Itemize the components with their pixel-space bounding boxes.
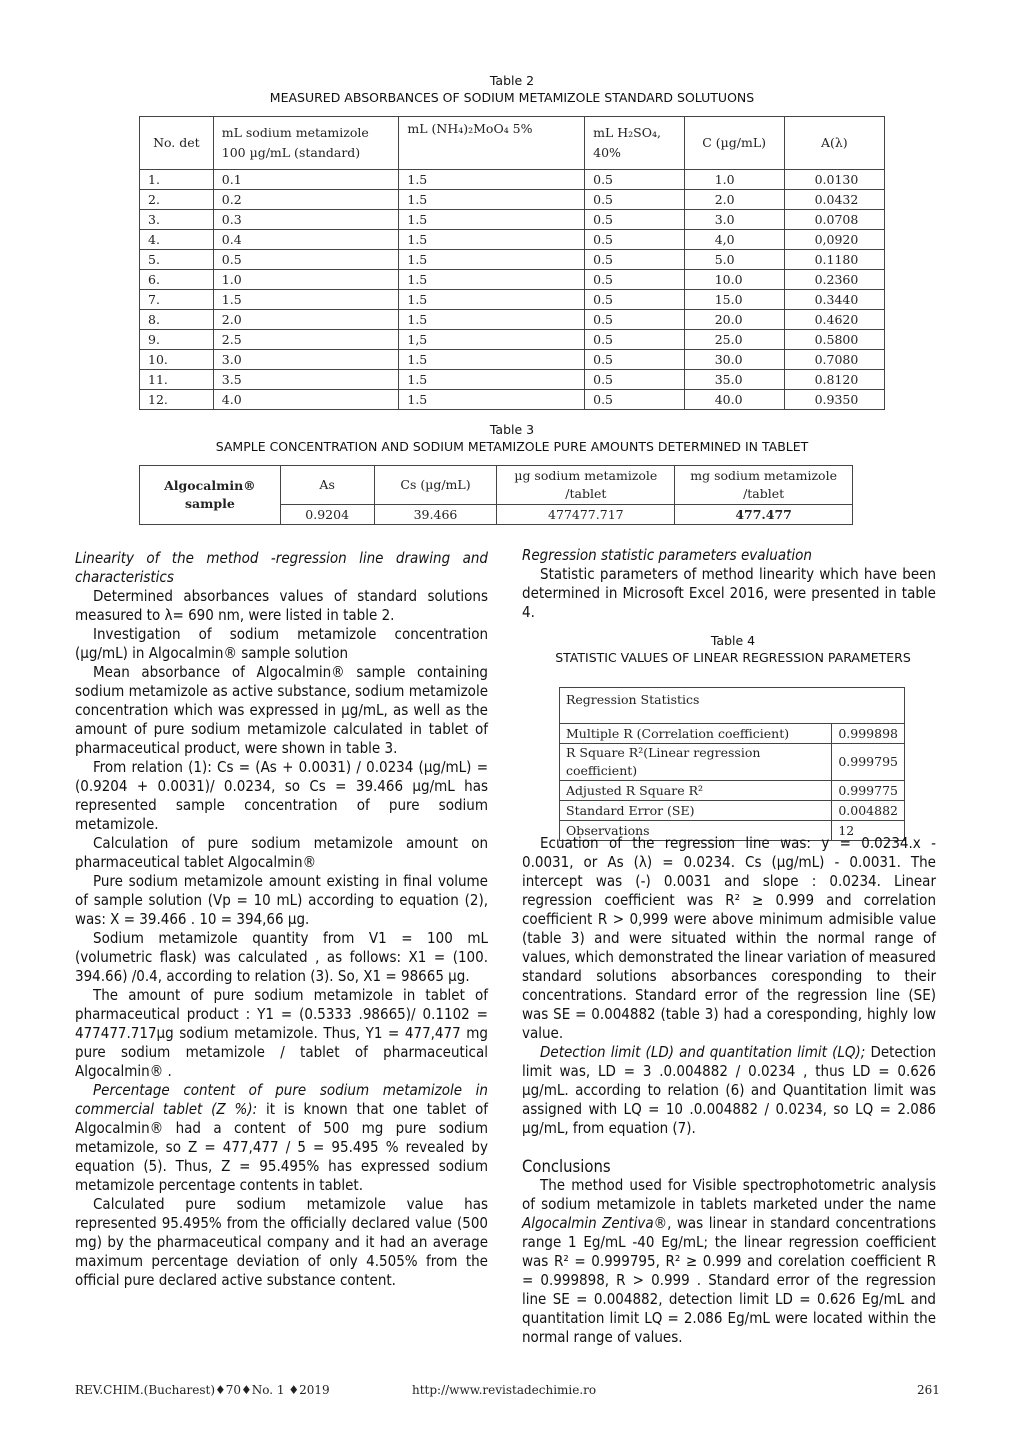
table3-cell: 477477.717 [497, 505, 675, 525]
table2-header: mL H₂SO₄, 40% [585, 117, 685, 170]
table2-cell: 1.5 [399, 250, 585, 270]
table2-row [140, 290, 885, 310]
table2-cell: 0.3 [213, 210, 399, 230]
table2-cell: 1.5 [399, 190, 585, 210]
table2-cell: 9. [140, 330, 214, 350]
table4-value-cell: 0.999898 [832, 724, 905, 744]
table2-header-row [140, 117, 885, 170]
table2-cell: 0.0432 [784, 190, 884, 210]
table2-cell: 0.5 [585, 190, 685, 210]
table4-value-cell: 0.999795 [832, 744, 905, 781]
table2-cell: 1.5 [399, 370, 585, 390]
table2-cell: 0.1 [213, 170, 399, 190]
table2-cell: 0.5 [585, 250, 685, 270]
table2-cell: 0.5 [585, 270, 685, 290]
table2-body [140, 170, 885, 410]
table2-row [140, 350, 885, 370]
table3-header-row [140, 466, 853, 505]
table2-cell: 0.5 [585, 350, 685, 370]
table4-title: STATISTIC VALUES OF LINEAR REGRESSION PARAMETERS [555, 650, 911, 665]
section-heading-linearity: Linearity of the method -regression line drawing and characteristics [75, 549, 488, 586]
conclusions-section [522, 1157, 936, 1347]
table2-cell: 30.0 [684, 350, 784, 370]
table4-row [560, 801, 905, 821]
table2-header: A(λ) [784, 117, 884, 170]
left-paragraph: Calculated pure sodium metamizole value has represented 95.495% from the officially declared value (500 mg) by the pharmaceutical company and it had an average maximum percentage deviation of only 4.505% from the official pure declared active substance content. [75, 1195, 488, 1289]
table2-row [140, 330, 885, 350]
table2-row [140, 270, 885, 290]
table2-cell: 0.4620 [784, 310, 884, 330]
right-column-top [522, 546, 936, 622]
table2-row [140, 370, 885, 390]
table4-value-cell: 0.999775 [832, 781, 905, 801]
right-paragraph: Ecuation of the regression line was: y = 0.0234.x - 0.0031, or As (λ) = 0.0234. Cs (µg/mL) - 0.0031. The intercept was (-) 0.0031 and slope : 0.0234. Linear regression coefficient was R² ≥ 0.999 and correlation coefficient R > 0,999 were above minimum admisible value (table 3) and were situated within the normal range of values, which demonstrated the linear variation of measured standard solutions absorbances coresponding to their concentrations. Standard error of the regression line (SE) was SE = 0.004882 (table 3) had a coresponding, highly low value. [522, 834, 936, 1042]
limits-text: Detection limit was, LD = 3 .0.004882 / 0.0234 , thus LD = 0.626 µg/mL. according to relation (6) and Quantitation limit was assigned with LQ = 10 .0.004882 / 0.0234, so LQ = 2.086 µg/mL, from equation (7). [522, 1043, 937, 1137]
table2-row [140, 390, 885, 410]
table2-cell: 5. [140, 250, 214, 270]
table4-value-cell: 12 [832, 821, 905, 841]
table2-header: C (µg/mL) [684, 117, 784, 170]
table3-header: µg sodium metamizole /tablet [497, 466, 675, 505]
table2-cell: 0,0920 [784, 230, 884, 250]
footer-journal: REV.CHIM.(Bucharest)♦70♦No. 1 ♦2019 [75, 1383, 330, 1397]
right-paragraph: Statistic parameters of method linearity which have been determined in Microsoft Excel 2016, were presented in table 4. [522, 565, 936, 621]
table2-cell: 0.5 [585, 390, 685, 410]
table4-header: Regression Statistics [560, 688, 905, 724]
table2-cell: 4,0 [684, 230, 784, 250]
left-paragraph: Calculation of pure sodium metamizole amount on pharmaceutical tablet Algocalmin® [75, 834, 488, 871]
left-paragraph: Mean absorbance of Algocalmin® sample containing sodium metamizole as active substance, sodium metamizole concentration which was expressed in µg/mL, as well as the amount of pure sodium metamizole calculated in tablet of pharmaceutical product, were shown in table 3. [75, 663, 488, 757]
table2-cell: 1.5 [399, 170, 585, 190]
table2-cell: 1.5 [399, 310, 585, 330]
table2-cell: 35.0 [684, 370, 784, 390]
table2-cell: 3.0 [684, 210, 784, 230]
left-paragraph: From relation (1): Cs = (As + 0.0031) / 0.0234 (µg/mL) = (0.9204 + 0.0031)/ 0.0234, so Cs = 39.466 µg/mL has represented sample concentration of pure sodium metamizole. [75, 758, 488, 833]
table3-header: mg sodium metamizole /tablet [675, 466, 853, 505]
table2-cell: 0.5 [585, 290, 685, 310]
table2-cell: 8. [140, 310, 214, 330]
table2-row [140, 210, 885, 230]
table4-row [560, 744, 905, 781]
table4-row [560, 781, 905, 801]
table2-header: mL (NH₄)₂MoO₄ 5% [399, 117, 585, 170]
table2-cell: 0.5 [585, 370, 685, 390]
table4-label-cell: Multiple R (Correlation coefficient) [560, 724, 832, 744]
table2-cell: 1.5 [399, 210, 585, 230]
footer-page-number: 261 [917, 1383, 940, 1397]
table2-cell: 7. [140, 290, 214, 310]
table2 [139, 116, 885, 410]
table2-cell: 0.9350 [784, 390, 884, 410]
table3 [139, 465, 853, 525]
table2-cell: 0.0130 [784, 170, 884, 190]
right-column-middle [522, 834, 936, 1138]
table2-cell: 0.4 [213, 230, 399, 250]
table2-caption [0, 72, 1024, 106]
conclusions-text-a: The method used for Visible spectrophotometric analysis of sodium metamizole in tablets marketed under the name [522, 1176, 936, 1213]
table3-header: Algocalmin® sample [140, 466, 281, 525]
table2-cell: 0.2 [213, 190, 399, 210]
table2-cell: 5.0 [684, 250, 784, 270]
table2-title: MEASURED ABSORBANCES OF SODIUM METAMIZOLE STANDARD SOLUTUONS [269, 90, 755, 105]
table2-cell: 1.5 [399, 270, 585, 290]
table4-label: Table 4 [710, 633, 756, 648]
table3-caption [0, 421, 1024, 455]
table3-cell: 39.466 [374, 505, 497, 525]
table2-cell: 0.1180 [784, 250, 884, 270]
table2-cell: 0.5 [585, 210, 685, 230]
table2-cell: 25.0 [684, 330, 784, 350]
left-column [75, 549, 488, 1290]
table2-row [140, 170, 885, 190]
table2-cell: 1.5 [399, 390, 585, 410]
table2-row [140, 310, 885, 330]
table2-cell: 1.0 [213, 270, 399, 290]
table2-cell: 0.5800 [784, 330, 884, 350]
table2-cell: 2.0 [213, 310, 399, 330]
table2-cell: 12. [140, 390, 214, 410]
table3-cell: 477.477 [675, 505, 853, 525]
table2-cell: 1. [140, 170, 214, 190]
table3-label: Table 3 [489, 422, 535, 437]
table4-label-cell: Adjusted R Square R² [560, 781, 832, 801]
table2-cell: 2.5 [213, 330, 399, 350]
table2-row [140, 250, 885, 270]
table3-header: Cs (µg/mL) [374, 466, 497, 505]
table2-cell: 10.0 [684, 270, 784, 290]
table2-cell: 3.5 [213, 370, 399, 390]
left-paragraph: Sodium metamizole quantity from V1 = 100 mL (volumetric flask) was calculated , as follows: X1 = (100. 394.66) /0.4, according to relation (3). So, X1 = 98665 µg. [75, 929, 488, 985]
table2-cell: 1.5 [399, 290, 585, 310]
table2-label: Table 2 [489, 73, 535, 88]
conclusions-text-b: ®, was linear in standard concentrations range 1 Eg/mL -40 Eg/mL; the linear regression coefficient was R² = 0.999795, R² ≥ 0.999 and corelation coefficient R = 0.999898, R > 0.999 . Standard error of the regression line SE = 0.004882, detection limit LD = 0.626 Eg/mL and quantitation limit LQ = 2.086 Eg/mL were located within the normal range of values. [522, 1214, 937, 1346]
table2-cell: 4.0 [213, 390, 399, 410]
table2-cell: 15.0 [684, 290, 784, 310]
table2-cell: 0.5 [585, 310, 685, 330]
table2-cell: 20.0 [684, 310, 784, 330]
table2-cell: 2.0 [684, 190, 784, 210]
table4-caption [526, 632, 940, 666]
table4-row [560, 724, 905, 744]
table2-cell: 3.0 [213, 350, 399, 370]
table2-cell: 0.8120 [784, 370, 884, 390]
table3-cell: 0.9204 [280, 505, 374, 525]
table2-cell: 40.0 [684, 390, 784, 410]
table2-cell: 0.5 [213, 250, 399, 270]
table2-row [140, 190, 885, 210]
conclusions-product-name: Algocalmin Zentiva [522, 1214, 654, 1232]
table2-cell: 0.0708 [784, 210, 884, 230]
table4-label-cell: Observations [560, 821, 832, 841]
table2-cell: 0.7080 [784, 350, 884, 370]
table2-cell: 0.5 [585, 330, 685, 350]
limits-heading: Detection limit (LD) and quantitation limit (LQ); [540, 1043, 866, 1061]
table2-cell: 0.5 [585, 170, 685, 190]
table2-header: No. det [140, 117, 214, 170]
table2-cell: 0.5 [585, 230, 685, 250]
right-paragraph-limits [522, 1043, 936, 1138]
table4 [559, 687, 905, 841]
left-paragraph-percentage [75, 1081, 488, 1195]
percentage-heading: Percentage content of pure sodium metamizole in commercial tablet (Z %): [75, 1081, 488, 1118]
table3-title: SAMPLE CONCENTRATION AND SODIUM METAMIZOLE PURE AMOUNTS DETERMINED IN TABLET [215, 439, 809, 454]
table2-cell: 0.2360 [784, 270, 884, 290]
table2-row [140, 230, 885, 250]
conclusions-heading: Conclusions [522, 1157, 611, 1176]
left-paragraph: Investigation of sodium metamizole concentration (µg/mL) in Algocalmin® sample solution [75, 625, 488, 662]
table2-cell: 2. [140, 190, 214, 210]
left-paragraph: The amount of pure sodium metamizole in tablet of pharmaceutical product : Y1 = (0.5333 .98665)/ 0.1102 = 477477.717µg sodium metamizole. Thus, Y1 = 477,477 mg pure sodium metamizole / tablet of pharmaceutical Algocalmin® . [75, 986, 488, 1080]
table4-body [560, 724, 905, 841]
table2-cell: 1,5 [399, 330, 585, 350]
table3-header: As [280, 466, 374, 505]
conclusions-paragraph [522, 1176, 936, 1347]
table2-cell: 3. [140, 210, 214, 230]
table2-cell: 1.5 [399, 350, 585, 370]
table4-label-cell: Standard Error (SE) [560, 801, 832, 821]
footer-url[interactable]: http://www.revistadechimie.ro [412, 1383, 597, 1397]
table4-label-cell: R Square R²(Linear regression coefficient) [560, 744, 832, 781]
section-heading-regression: Regression statistic parameters evaluation [522, 546, 812, 564]
table2-header: mL sodium metamizole 100 µg/mL (standard) [213, 117, 399, 170]
table2-cell: 6. [140, 270, 214, 290]
table2-cell: 0.3440 [784, 290, 884, 310]
table4-header-row [560, 688, 905, 724]
table4-value-cell: 0.004882 [832, 801, 905, 821]
table2-cell: 1.5 [213, 290, 399, 310]
table2-cell: 10. [140, 350, 214, 370]
left-paragraph: Determined absorbances values of standard solutions measured to λ= 690 nm, were listed in table 2. [75, 587, 488, 624]
table2-cell: 11. [140, 370, 214, 390]
table2-cell: 1.0 [684, 170, 784, 190]
table2-cell: 4. [140, 230, 214, 250]
percentage-text: it is known that one tablet of Algocalmin® had a content of 500 mg pure sodium metamizole, so Z = 477,477 / 5 = 95.495 % revealed by equation (5). Thus, Z = 95.495% has expressed sodium metamizole percentage contents in tablet. [75, 1100, 489, 1194]
left-paragraph: Pure sodium metamizole amount existing in final volume of sample solution (Vp = 10 mL) according to equation (2), was: X = 39.466 . 10 = 394,66 µg. [75, 872, 488, 928]
table2-cell: 1.5 [399, 230, 585, 250]
